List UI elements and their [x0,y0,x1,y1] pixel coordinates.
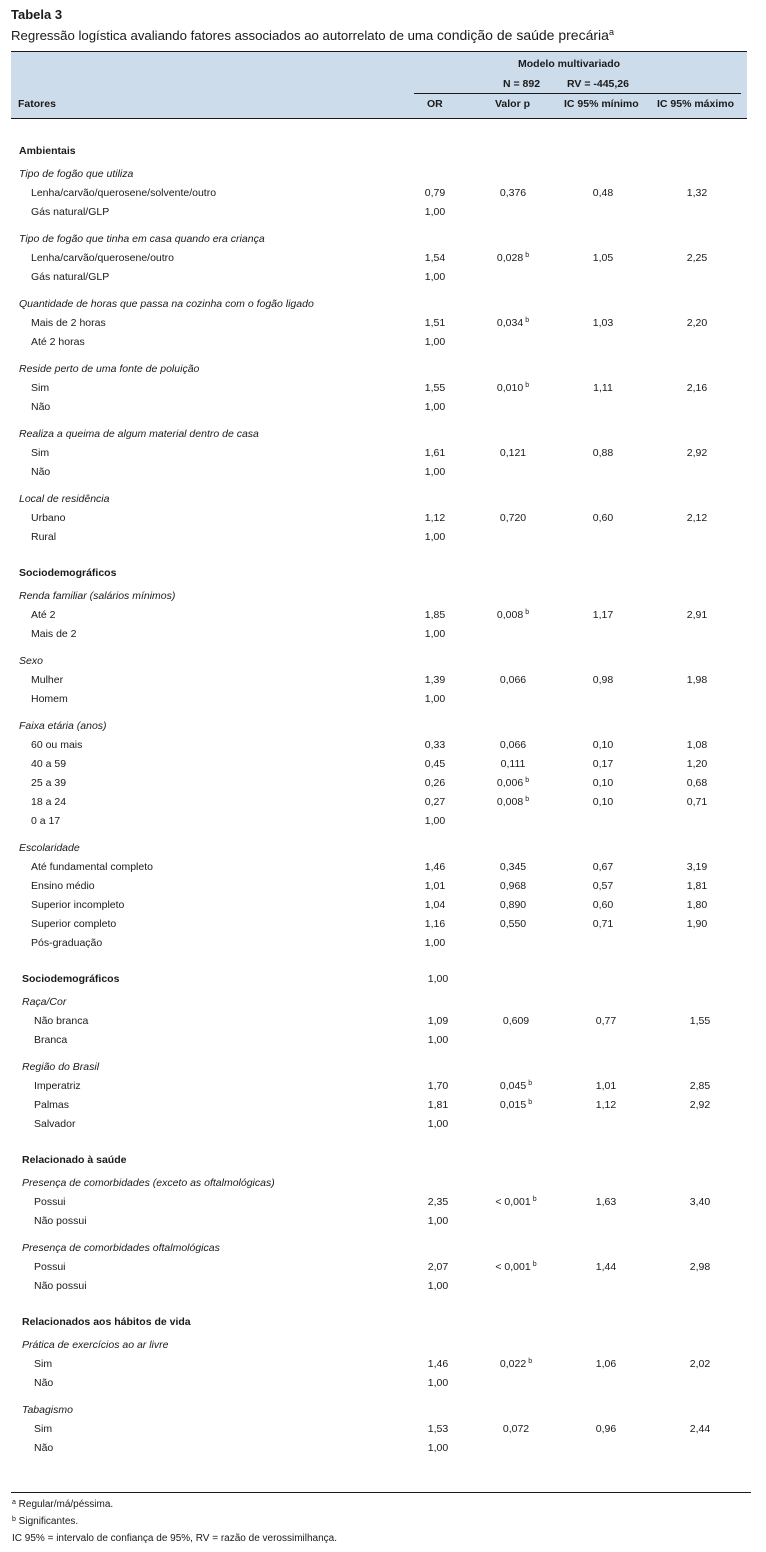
row-label: Sim [31,382,50,394]
or-value: 1,00 [427,1215,449,1227]
subgroup-label: Tipo de fogão que tinha em casa quando era criança [19,233,265,245]
footnote-mark: b [12,1516,16,1523]
table-row [0,628,766,642]
or-value: 1,46 [424,861,446,873]
ci-max-value: 1,90 [686,918,708,930]
subgroup-row [0,233,766,247]
table-row [0,1358,766,1372]
subgroup-label: Escolaridade [19,842,80,854]
table-row [0,1196,766,1210]
header-divider [414,93,741,94]
or-value: 0,26 [424,777,446,789]
or-value: 2,35 [427,1196,449,1208]
row-label: Mais de 2 [31,628,77,640]
row-label: Gás natural/GLP [31,271,110,283]
or-value: 1,00 [427,1280,449,1292]
subgroup-label: Presença de comorbidades oftalmológicas [22,1242,220,1254]
row-label: Sim [34,1423,53,1435]
table-row [0,1280,766,1294]
subgroup-row [0,1242,766,1256]
ci-max-value: 2,85 [689,1080,711,1092]
ci-max-value: 1,80 [686,899,708,911]
or-value: 1,81 [427,1099,449,1111]
row-label: Mais de 2 horas [31,317,106,329]
or-value: 1,09 [427,1015,449,1027]
table-subtitle [11,27,614,43]
subgroup-label: Raça/Cor [22,996,67,1008]
or-value: 1,53 [427,1423,449,1435]
ci-min-value: 0,10 [592,739,614,751]
ci-min-value: 0,88 [592,447,614,459]
table-row [0,1099,766,1113]
footnote-divider [11,1492,751,1493]
table-row [0,382,766,396]
row-label: Salvador [34,1118,76,1130]
row-label: Não [31,466,51,478]
subgroup-label: Prática de exercícios ao ar livre [22,1339,169,1351]
ci-max-value: 0,71 [686,796,708,808]
ci-min-value: 0,67 [592,861,614,873]
subgroup-row [0,1404,766,1418]
row-label: Sim [34,1358,53,1370]
ci-max-value: 2,25 [686,252,708,264]
ci-min-value: 0,96 [595,1423,617,1435]
table-row [0,466,766,480]
section-row [0,1154,766,1168]
table-header [11,51,747,119]
row-label: Mulher [31,674,64,686]
ci-max-value: 2,98 [689,1261,711,1273]
table-row [0,880,766,894]
subgroup-row [0,842,766,856]
row-label: Sim [31,447,50,459]
table-row [0,1118,766,1132]
subgroup-row [0,655,766,669]
table-row [0,1034,766,1048]
subgroup-label: Sexo [19,655,43,667]
subgroup-label: Região do Brasil [22,1061,100,1073]
or-value: 1,00 [427,1034,449,1046]
table-title: Tabela 3 [11,7,63,22]
or-value: 1,85 [424,609,446,621]
row-label: Pós-graduação [31,937,103,949]
table-row [0,1015,766,1029]
section-row [0,1316,766,1330]
p-value: 0,066 [499,739,527,751]
header-ci-max: IC 95% máximo [657,98,735,110]
ci-min-value: 1,01 [595,1080,617,1092]
row-label: Homem [31,693,68,705]
ci-max-value: 2,92 [689,1099,711,1111]
row-label: 18 a 24 [31,796,67,808]
or-value: 1,00 [424,466,446,478]
ci-min-value: 0,10 [592,796,614,808]
header-rv: RV = -445,26 [567,78,629,90]
section-label: Sociodemográficos [22,973,120,985]
p-value: 0,890 [499,899,527,911]
table-row [0,271,766,285]
significance-mark: b [525,609,530,616]
ci-min-value: 1,63 [595,1196,617,1208]
or-value: 1,00 [424,815,446,827]
or-value: 1,39 [424,674,446,686]
or-value: 1,46 [427,1358,449,1370]
row-label: Lenha/carvão/querosene/solvente/outro [31,187,217,199]
significance-mark: b [528,1080,533,1087]
row-label: Superior incompleto [31,899,125,911]
p-value: 0,345 [499,861,527,873]
subgroup-row [0,590,766,604]
row-label: Não branca [34,1015,89,1027]
subgroup-label: Local de residência [19,493,110,505]
significance-mark: b [528,1099,533,1106]
section-label: Sociodemográficos [19,567,117,579]
ci-min-value: 0,10 [592,777,614,789]
subgroup-label: Tipo de fogão que utiliza [19,168,134,180]
significance-mark: b [525,252,530,259]
ci-max-value: 3,40 [689,1196,711,1208]
section-label: Relacionado à saúde [22,1154,127,1166]
table-row [0,1215,766,1229]
row-label: Rural [31,531,57,543]
table-row [0,401,766,415]
table-row [0,796,766,810]
significance-mark: b [532,1196,537,1203]
section-row [0,567,766,581]
ci-min-value: 0,17 [592,758,614,770]
ci-min-value: 0,77 [595,1015,617,1027]
subtitle-text: Regressão logística avaliando fatores associados ao autorrelato de uma [11,28,437,43]
or-value: 1,00 [424,271,446,283]
row-label: Imperatriz [34,1080,81,1092]
table-row [0,674,766,688]
or-value: 0,45 [424,758,446,770]
table-row [0,777,766,791]
or-value: 1,00 [427,1377,449,1389]
significance-mark: b [525,382,530,389]
ci-max-value: 1,55 [689,1015,711,1027]
p-value: 0,010 $^b$ [496,382,530,394]
section-row [0,973,766,987]
or-value: 1,00 [424,628,446,640]
subgroup-row [0,720,766,734]
header-ci-min: IC 95% mínimo [564,98,639,110]
ci-max-value: 2,92 [686,447,708,459]
ci-max-value: 1,81 [686,880,708,892]
subgroup-row [0,1339,766,1353]
ci-max-value: 2,91 [686,609,708,621]
footnote-text: Regular/má/péssima. [15,1499,114,1510]
p-value: 0,376 [499,187,527,199]
ci-min-value: 1,11 [593,382,613,394]
ci-max-value: 1,32 [686,187,708,199]
or-value: 1,00 [427,973,449,985]
footnote [12,1533,337,1544]
ci-min-value: 0,60 [592,512,614,524]
subgroup-label: Tabagismo [22,1404,73,1416]
p-value: 0,121 [499,447,527,459]
or-value: 1,01 [424,880,446,892]
ci-max-value: 2,16 [686,382,708,394]
row-label: Gás natural/GLP [31,206,110,218]
ci-max-value: 2,20 [686,317,708,329]
table-row [0,899,766,913]
ci-min-value: 0,98 [592,674,614,686]
p-value: 0,550 [499,918,527,930]
p-value: 0,028 $^b$ [496,252,530,264]
subgroup-label: Reside perto de uma fonte de poluição [19,363,200,375]
p-value: < 0,001 $^b$ [495,1196,537,1208]
table-row [0,609,766,623]
table-row [0,739,766,753]
significance-mark: b [525,777,530,784]
header-or: OR [427,98,443,110]
ci-max-value: 2,12 [686,512,708,524]
subtitle-footnote-mark: a [608,27,614,37]
footnote [12,1516,78,1527]
or-value: 0,79 [424,187,446,199]
or-value: 1,00 [424,531,446,543]
table-row [0,1261,766,1275]
table-row [0,918,766,932]
significance-mark: b [532,1261,537,1268]
subgroup-row [0,363,766,377]
ci-min-value: 0,48 [592,187,614,199]
or-value: 1,00 [427,1442,449,1454]
row-label: Até 2 [31,609,56,621]
row-label: Lenha/carvão/querosene/outro [31,252,175,264]
or-value: 1,00 [424,693,446,705]
table-row [0,937,766,951]
ci-max-value: 0,68 [686,777,708,789]
or-value: 1,61 [424,447,446,459]
table-row [0,252,766,266]
table-row [0,447,766,461]
or-value: 1,54 [424,252,446,264]
ci-min-value: 0,71 [592,918,614,930]
table-row [0,693,766,707]
subgroup-row [0,493,766,507]
ci-min-value: 0,60 [592,899,614,911]
table-row [0,1442,766,1456]
p-value: 0,066 [499,674,527,686]
row-label: Urbano [31,512,66,524]
row-label: Até 2 horas [31,336,85,348]
table-row [0,206,766,220]
ci-max-value: 1,08 [686,739,708,751]
row-label: Palmas [34,1099,70,1111]
row-label: Possui [34,1261,66,1273]
ci-min-value: 1,17 [592,609,614,621]
or-value: 1,00 [424,401,446,413]
table-row [0,815,766,829]
ci-min-value: 0,57 [592,880,614,892]
header-model: Modelo multivariado [518,58,621,70]
row-label: Possui [34,1196,66,1208]
p-value: 0,022 $^b$ [499,1358,533,1370]
or-value: 1,12 [424,512,446,524]
row-label: 60 ou mais [31,739,83,751]
p-value: 0,111 [500,758,526,770]
row-label: 0 a 17 [31,815,61,827]
table-row [0,317,766,331]
subgroup-row [0,1177,766,1191]
p-value: 0,720 [499,512,527,524]
subgroup-row [0,428,766,442]
row-label: Superior completo [31,918,117,930]
or-value: 1,00 [424,336,446,348]
or-value: 1,00 [424,937,446,949]
header-n: N = 892 [503,78,541,90]
or-value: 0,33 [424,739,446,751]
significance-mark: b [525,796,530,803]
significance-mark: b [528,1358,533,1365]
subgroup-row [0,996,766,1010]
table-row [0,336,766,350]
p-value: < 0,001 $^b$ [495,1261,537,1273]
row-label: Ensino médio [31,880,95,892]
footnote-text: Significantes. [15,1516,79,1527]
header-factors: Fatores [18,98,56,110]
or-value: 1,00 [427,1118,449,1130]
row-label: Não possui [34,1215,87,1227]
table-row [0,758,766,772]
table-row [0,512,766,526]
table-row [0,1423,766,1437]
or-value: 2,07 [427,1261,449,1273]
p-value: 0,609 [502,1015,530,1027]
p-value: 0,034 $^b$ [496,317,530,329]
footnote-mark: a [12,1499,16,1506]
table-row [0,861,766,875]
subgroup-label: Presença de comorbidades (exceto as oftalmológicas) [22,1177,275,1189]
ci-min-value: 1,03 [592,317,614,329]
row-label: Não [31,401,51,413]
section-label: Ambientais [19,145,76,157]
p-value: 0,006 $^b$ [496,777,530,789]
or-value: 1,00 [424,206,446,218]
row-label: Não possui [34,1280,87,1292]
table-row [0,1080,766,1094]
ci-max-value: 2,02 [689,1358,711,1370]
row-label: Branca [34,1034,68,1046]
ci-min-value: 1,06 [595,1358,617,1370]
footnote [12,1499,113,1510]
ci-max-value: 2,44 [689,1423,711,1435]
section-label: Relacionados aos hábitos de vida [22,1316,191,1328]
p-value: 0,008 $^b$ [496,796,530,808]
or-value: 1,55 [424,382,446,394]
subgroup-label: Realiza a queima de algum material dentro de casa [19,428,259,440]
p-value: 0,008 $^b$ [496,609,530,621]
or-value: 1,51 [424,317,446,329]
subgroup-label: Renda familiar (salários mínimos) [19,590,176,602]
header-p-value: Valor p [495,98,531,110]
subgroup-row [0,1061,766,1075]
table-row [0,187,766,201]
section-row [0,145,766,159]
subgroup-label: Faixa etária (anos) [19,720,107,732]
footnote-text: IC 95% = intervalo de confiança de 95%, RV = razão de verossimilhança. [12,1533,337,1544]
subgroup-row [0,298,766,312]
or-value: 1,16 [424,918,446,930]
subgroup-row [0,168,766,182]
significance-mark: b [525,317,530,324]
row-label: Não [34,1377,54,1389]
ci-min-value: 1,12 [595,1099,617,1111]
p-value: 0,072 [502,1423,530,1435]
row-label: Não [34,1442,54,1454]
p-value: 0,968 [499,880,527,892]
table-row [0,531,766,545]
ci-min-value: 1,05 [592,252,614,264]
row-label: 40 a 59 [31,758,67,770]
ci-min-value: 1,44 [595,1261,617,1273]
ci-max-value: 1,20 [686,758,708,770]
p-value: 0,015 $^b$ [499,1099,533,1111]
row-label: Até fundamental completo [31,861,153,873]
row-label: 25 a 39 [31,777,67,789]
table-row [0,1377,766,1391]
or-value: 0,27 [424,796,446,808]
subgroup-label: Quantidade de horas que passa na cozinha com o fogão ligado [19,298,314,310]
ci-max-value: 3,19 [686,861,708,873]
subtitle-emphasis: condição de saúde precária [436,27,609,43]
ci-max-value: 1,98 [686,674,708,686]
p-value: 0,045 $^b$ [499,1080,533,1092]
or-value: 1,70 [427,1080,449,1092]
or-value: 1,04 [424,899,446,911]
